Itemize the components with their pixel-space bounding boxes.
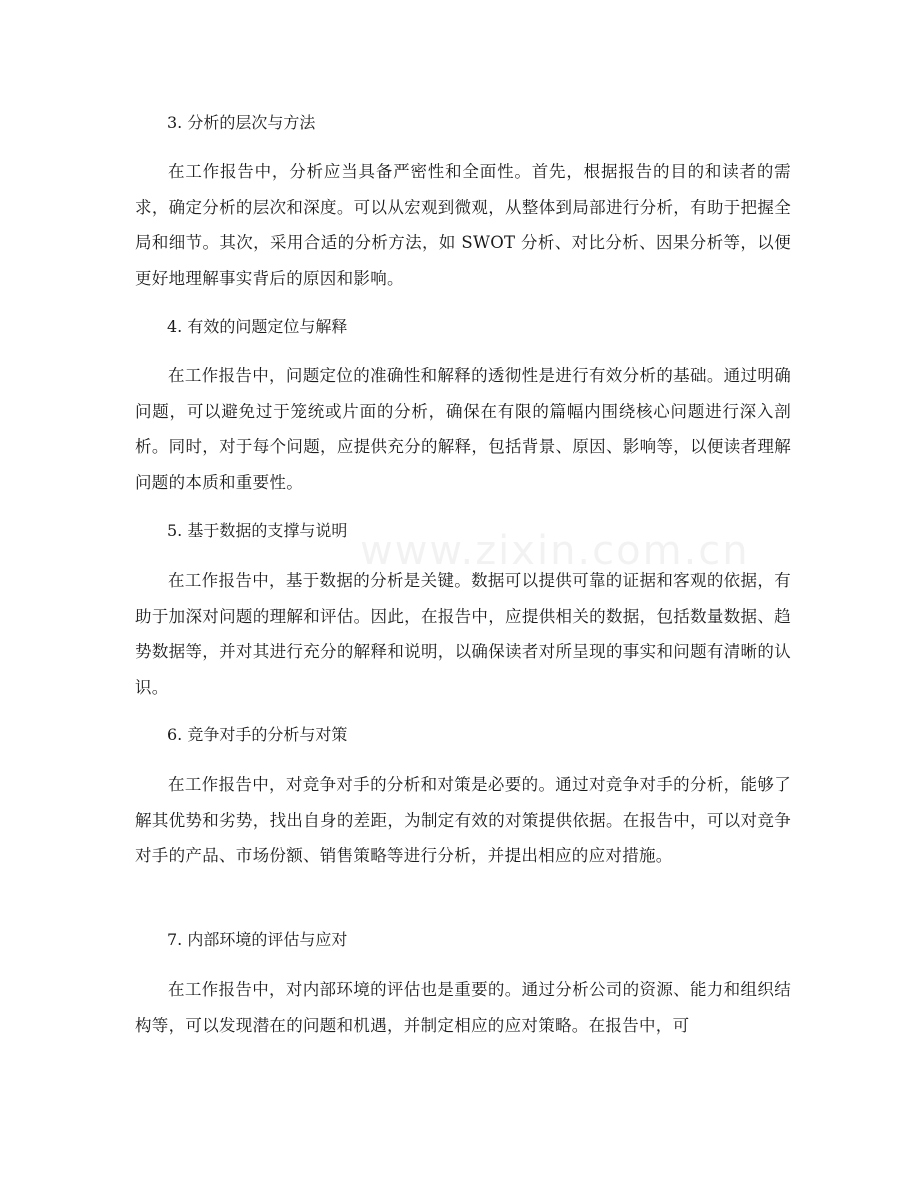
section-paragraph: 在工作报告中，对竞争对手的分析和对策是必要的。通过对竞争对手的分析，能够了解其优势和劣势，找出自身的差距，为制定有效的对策提供依据。在报告中，可以对竞争对手的产品、市场份额、销售策略等进行分析，并提出相应的应对措施。 — [135, 775, 791, 866]
section-paragraph: 在工作报告中，对内部环境的评估也是重要的。通过分析公司的资源、能力和组织结构等，可以发现潜在的问题和机遇，并制定相应的应对策略。在报告中，可 — [135, 980, 791, 1035]
section-heading: 5. 基于数据的支撑与说明 — [167, 521, 348, 540]
section-paragraph: 在工作报告中，基于数据的分析是关键。数据可以提供可靠的证据和客观的依据，有助于加深对问题的理解和评估。因此，在报告中，应提供相关的数据，包括数量数据、趋势数据等，并对其进行充分的解释和说明，以确保读者对所呈现的事实和问题有清晰的认识。 — [135, 571, 791, 697]
section-heading: 3. 分析的层次与方法 — [167, 113, 316, 132]
watermark: www.zixin.com.cn — [360, 528, 750, 574]
section-paragraph: 在工作报告中，问题定位的准确性和解释的透彻性是进行有效分析的基础。通过明确问题，可以避免过于笼统或片面的分析，确保在有限的篇幅内围绕核心问题进行深入剖析。同时，对于每个问题，应提供充分的解释，包括背景、原因、影响等，以便读者理解问题的本质和重要性。 — [135, 366, 791, 492]
section-heading: 7. 内部环境的评估与应对 — [167, 930, 348, 949]
section-paragraph: 在工作报告中，分析应当具备严密性和全面性。首先，根据报告的目的和读者的需求，确定分析的层次和深度。可以从宏观到微观，从整体到局部进行分析，有助于把握全局和细节。其次，采用合适的分析方法，如 SWOT 分析、对比分析、因果分析等，以便更好地理解事实背后的原因和影响。 — [135, 162, 791, 288]
section-heading: 4. 有效的问题定位与解释 — [167, 317, 348, 336]
section-heading: 6. 竞争对手的分析与对策 — [167, 725, 348, 744]
